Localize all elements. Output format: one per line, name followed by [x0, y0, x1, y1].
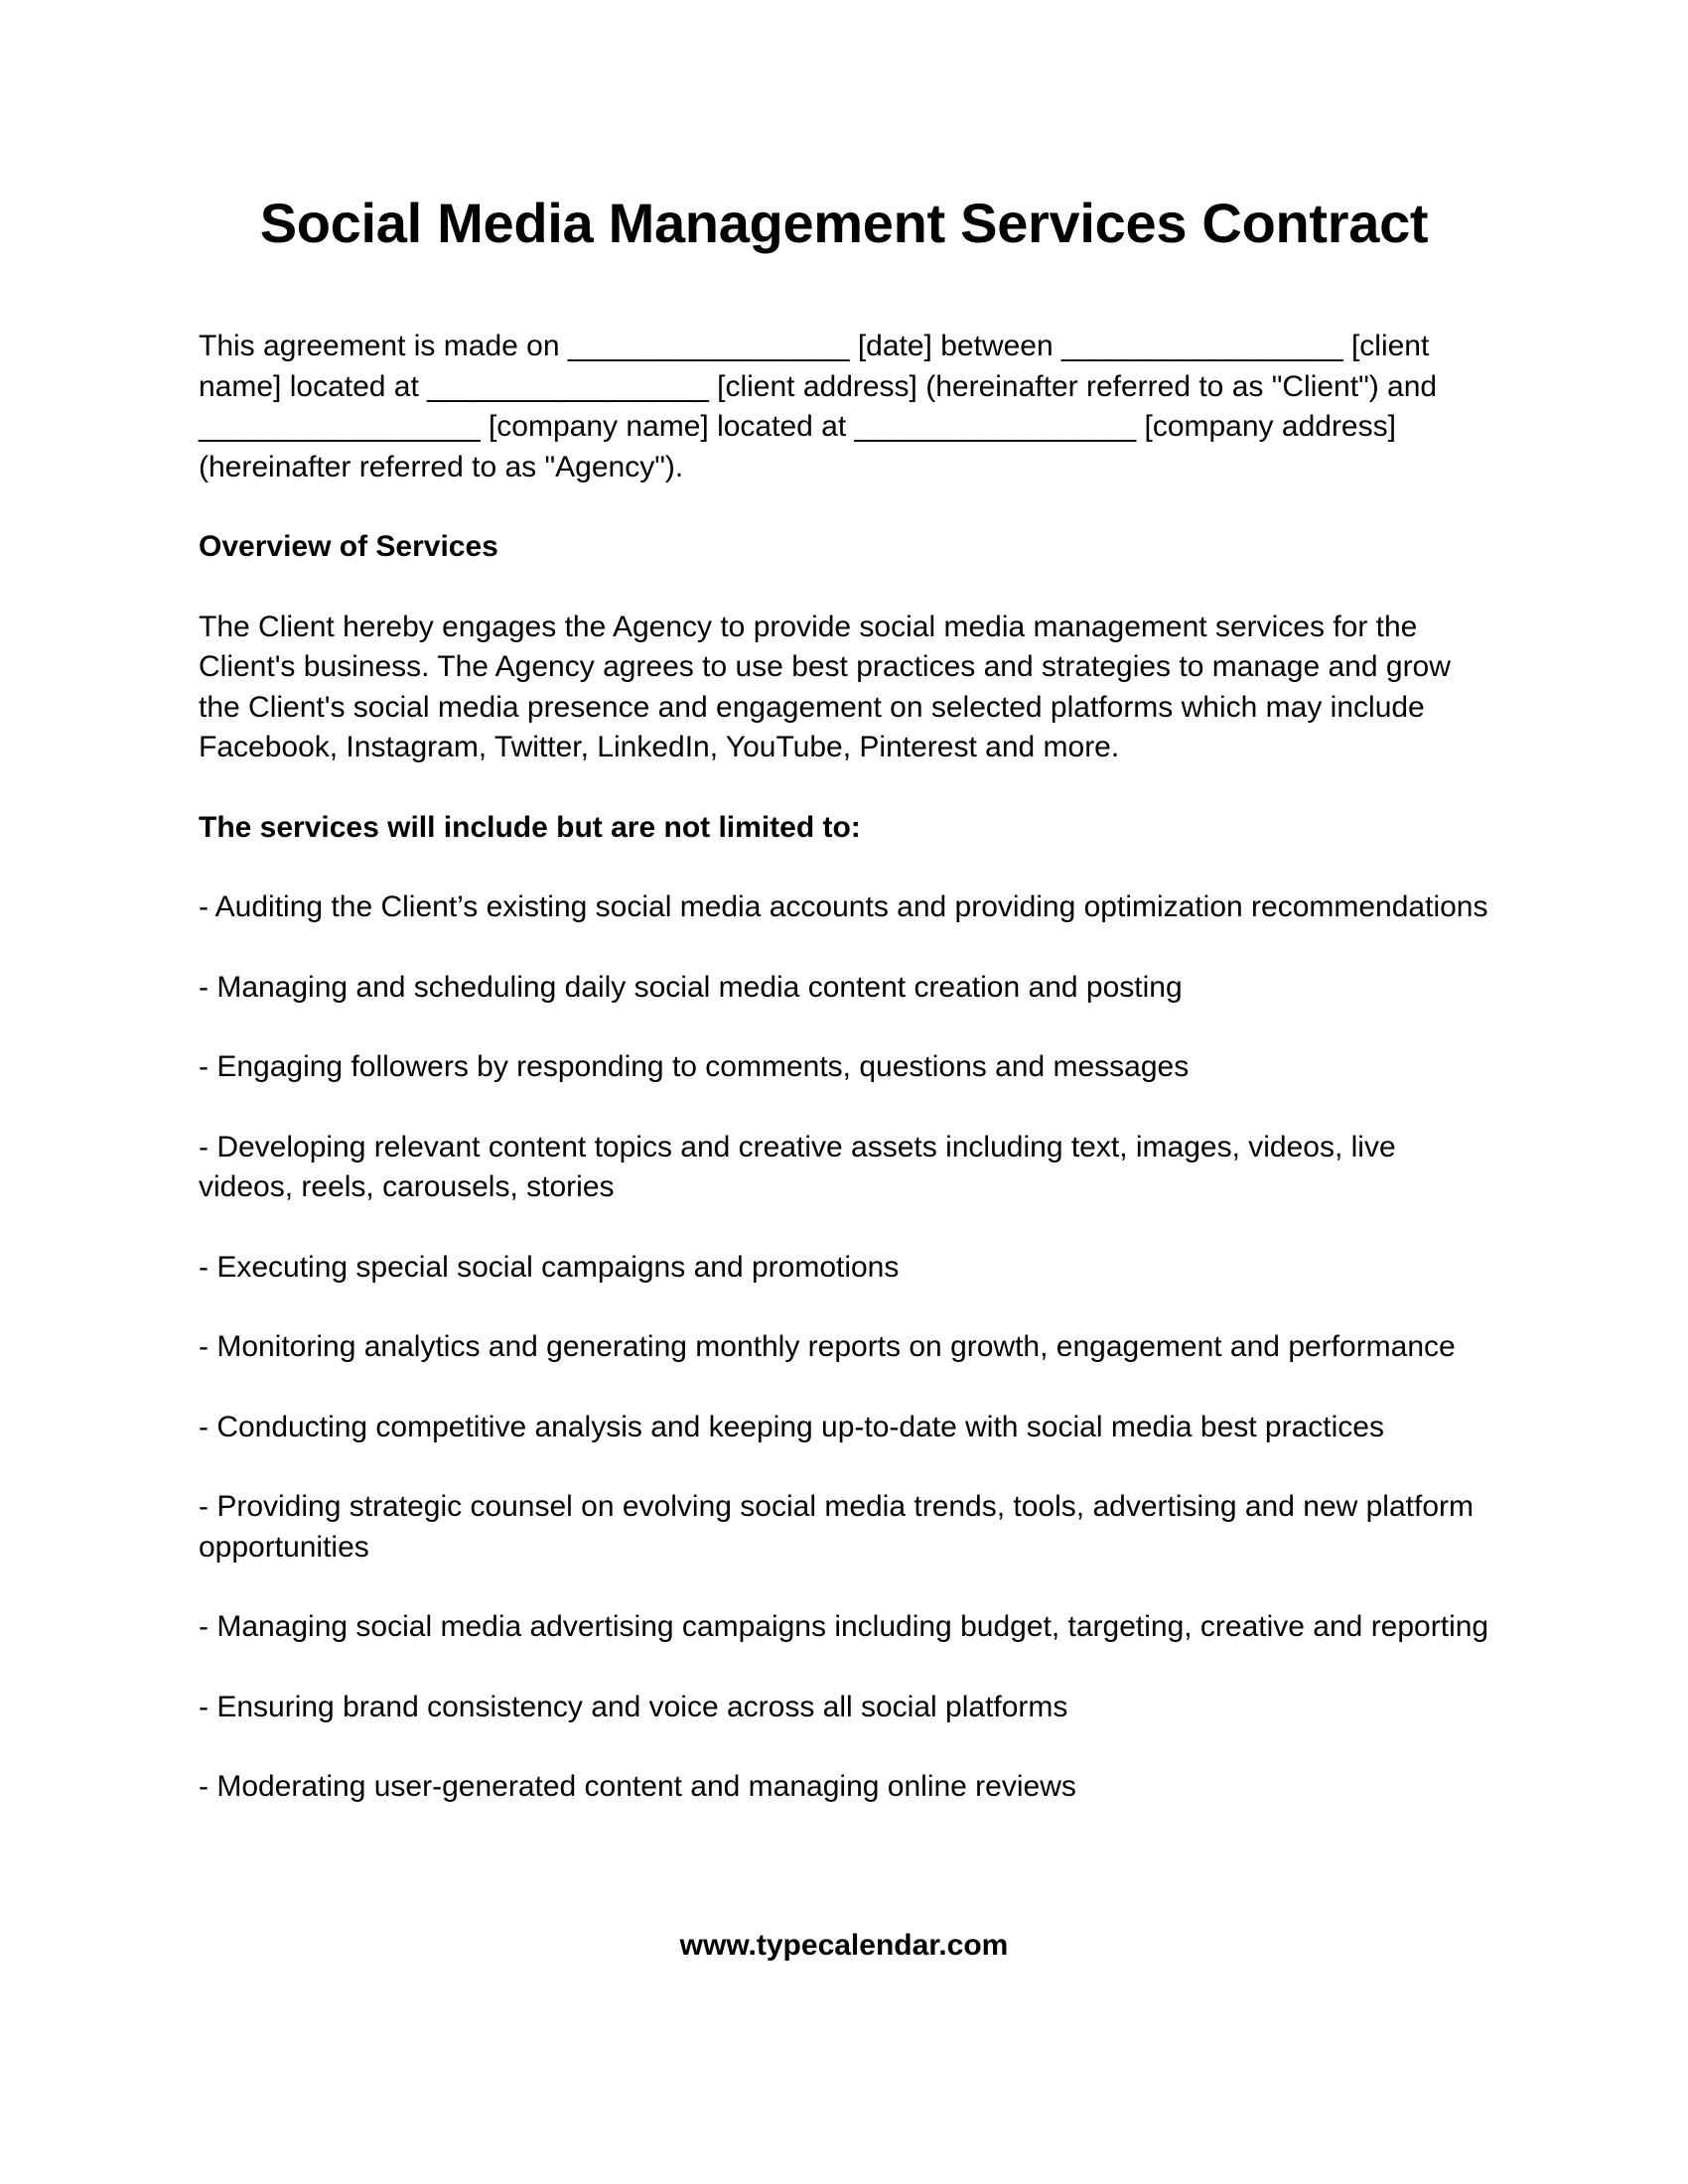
contract-page: [199, 184, 1489, 1847]
services-list: [199, 887, 1489, 1808]
footer-website: www.typecalendar.com: [679, 1929, 1009, 1962]
list-item: - Executing special social campaigns and promotions: [199, 1250, 900, 1284]
list-item: - Moderating user-generated content and managing online reviews: [199, 1770, 1076, 1803]
document-title: Social Media Management Services Contract: [259, 192, 1429, 254]
overview-paragraph: The Client hereby engages the Agency to provide social media management services for the Client's business. The Agency agrees to use best practices and strategies to manage and grow the Client's social media presence and engagement on selected platforms which may include Facebook, Instagram, Twitter, LinkedIn, YouTube, Pinterest and more.: [199, 610, 1451, 763]
services-heading: The services will include but are not limited to:: [199, 810, 861, 844]
list-item: - Ensuring brand consistency and voice across all social platforms: [199, 1690, 1068, 1723]
list-item: - Providing strategic counsel on evolving social media trends, tools, advertising and new platform opportunities: [199, 1490, 1474, 1564]
list-item: - Managing social media advertising campaigns including budget, targeting, creative and reporting: [199, 1610, 1489, 1643]
list-item: - Monitoring analytics and generating monthly reports on growth, engagement and performance: [199, 1330, 1456, 1363]
list-item: - Developing relevant content topics and creative assets including text, images, videos, live videos, reels, carousels, stories: [199, 1130, 1396, 1203]
list-item: - Auditing the Client’s existing social media accounts and providing optimization recommendations: [199, 890, 1488, 923]
list-item: - Conducting competitive analysis and keeping up-to-date with social media best practices: [199, 1410, 1384, 1443]
overview-heading: Overview of Services: [199, 530, 498, 563]
intro-paragraph: This agreement is made on _________________ [date] between _________________ [client name] located at _________________ [client address] (hereinafter referred to as "Client") and _________________ [company name] located at _________________ [company address] (hereinafter referred to as "Agency").: [199, 330, 1438, 483]
list-item: - Managing and scheduling daily social media content creation and posting: [199, 970, 1183, 1004]
list-item: - Engaging followers by responding to comments, questions and messages: [199, 1050, 1190, 1083]
